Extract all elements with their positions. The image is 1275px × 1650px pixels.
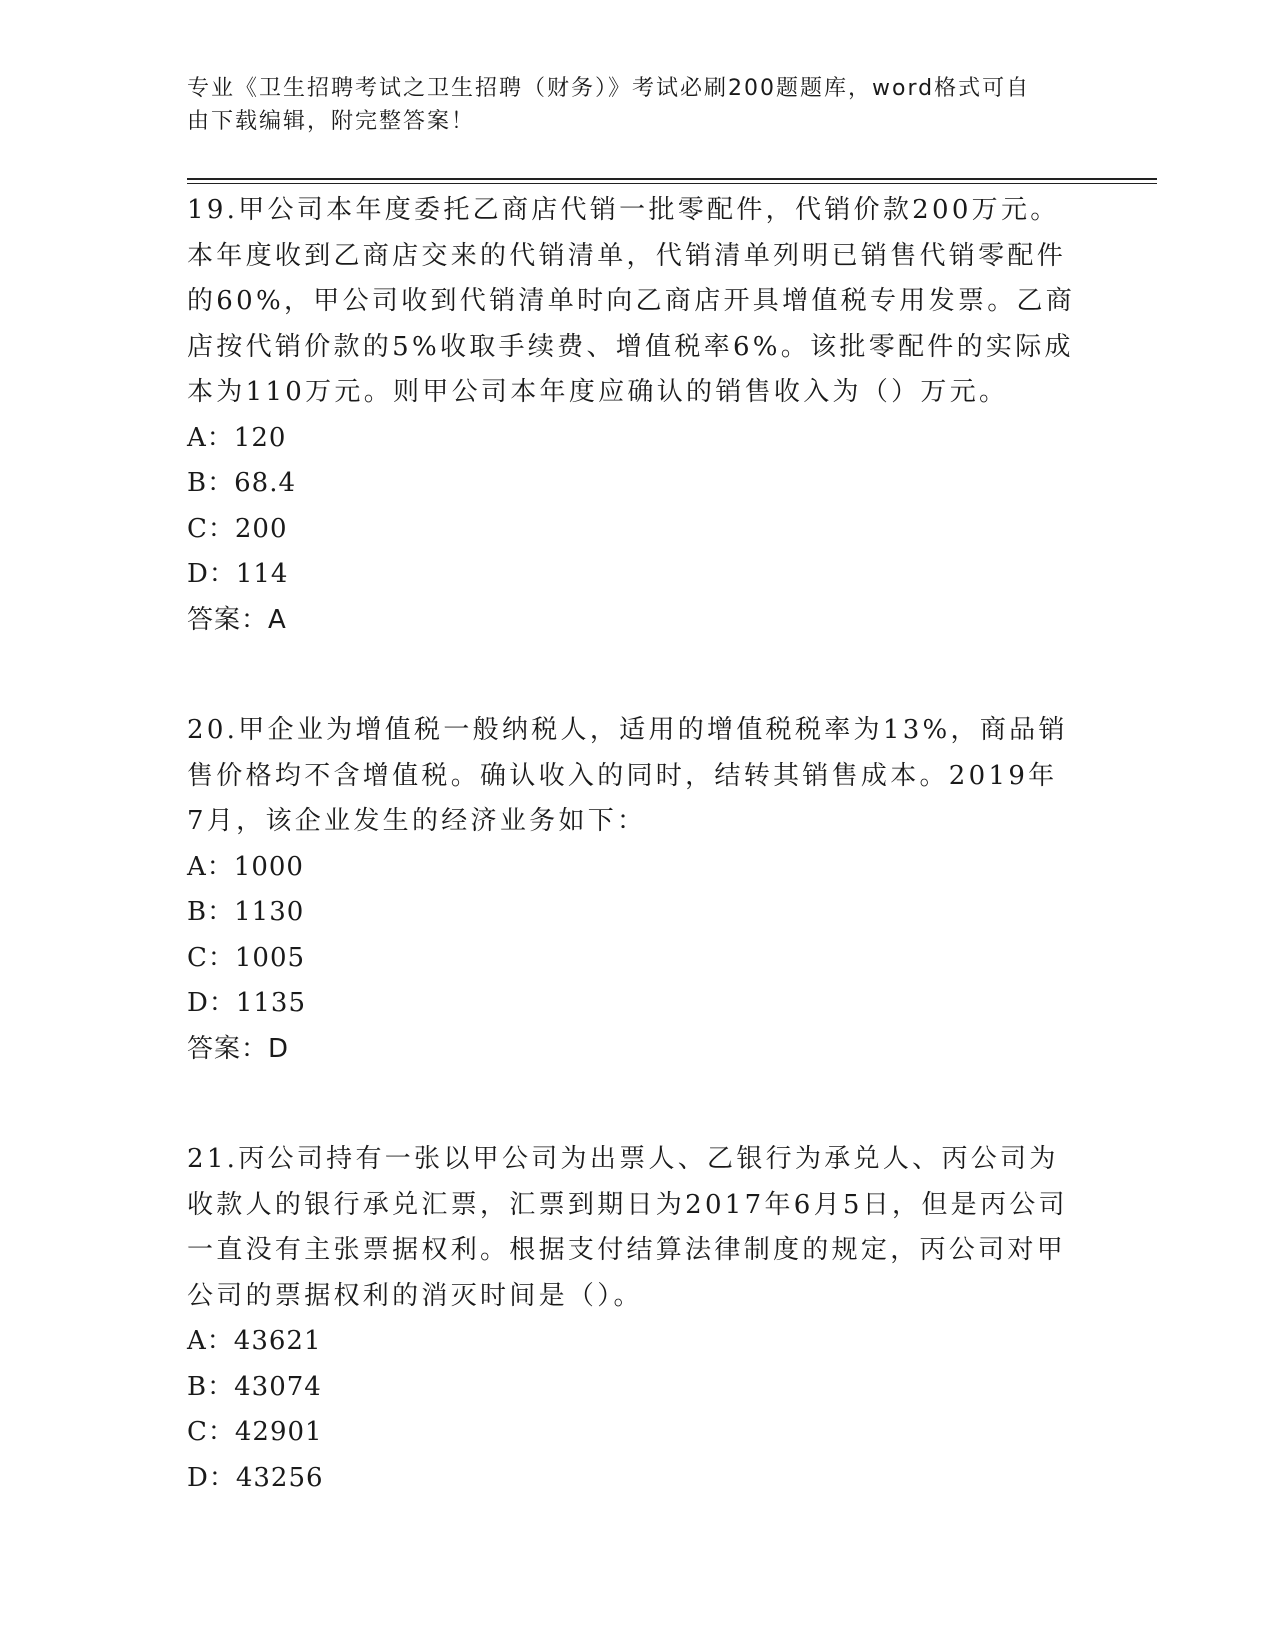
option-a: A：120 bbox=[187, 422, 287, 453]
header-line-1: 专业《卫生招聘考试之卫生招聘（财务）》考试必刷200题题库，word格式可自 bbox=[187, 76, 1031, 101]
question-spacer bbox=[187, 1092, 1087, 1137]
option-d: D：114 bbox=[187, 559, 289, 589]
answer-line: 答案：A bbox=[187, 604, 287, 635]
question-list bbox=[187, 188, 1087, 1521]
question-stem: 20.甲企业为增值税一般纳税人，适用的增值税税率为13%，商品销售价格均不含增值税。确认收入的同时，结转其销售成本。2019年7月，该企业发生的经济业务如下： bbox=[187, 715, 1068, 836]
option-a: A：1000 bbox=[187, 851, 304, 882]
option-b: B：43074 bbox=[187, 1371, 322, 1402]
header-rule-thin bbox=[187, 183, 1157, 184]
question-spacer bbox=[187, 663, 1087, 708]
answer-line: 答案：D bbox=[187, 1033, 290, 1064]
option-c: C：200 bbox=[187, 513, 288, 544]
option-c: C：1005 bbox=[187, 942, 306, 973]
page-header bbox=[187, 72, 1067, 138]
question-stem: 21.丙公司持有一张以甲公司为出票人、乙银行为承兑人、丙公司为收款人的银行承兑汇票，汇票到期日为2017年6月5日，但是丙公司一直没有主张票据权利。根据支付结算法律制度的规定，丙公司对甲公司的票据权利的消灭时间是（）。 bbox=[187, 1144, 1068, 1311]
option-b: B：1130 bbox=[187, 897, 305, 927]
question-21 bbox=[187, 1137, 1087, 1501]
question-stem: 19.甲公司本年度委托乙商店代销一批零配件，代销价款200万元。本年度收到乙商店交来的代销清单，代销清单列明已销售代销零配件的60%，甲公司收到代销清单时向乙商店开具增值税专用发票。乙商店按代销价款的5%收取手续费、增值税率6%。该批零配件的实际成本为110万元。则甲公司本年度应确认的销售收入为（）万元。 bbox=[187, 195, 1076, 407]
option-a: A：43621 bbox=[187, 1326, 322, 1356]
question-19 bbox=[187, 188, 1087, 643]
option-d: D：43256 bbox=[187, 1462, 324, 1493]
header-rule-thick bbox=[187, 178, 1157, 180]
header-line-2: 由下载编辑，附完整答案！ bbox=[187, 109, 476, 134]
question-20 bbox=[187, 708, 1087, 1072]
option-b: B：68.4 bbox=[187, 468, 296, 498]
option-c: C：42901 bbox=[187, 1417, 323, 1447]
option-d: D：1135 bbox=[187, 988, 307, 1018]
